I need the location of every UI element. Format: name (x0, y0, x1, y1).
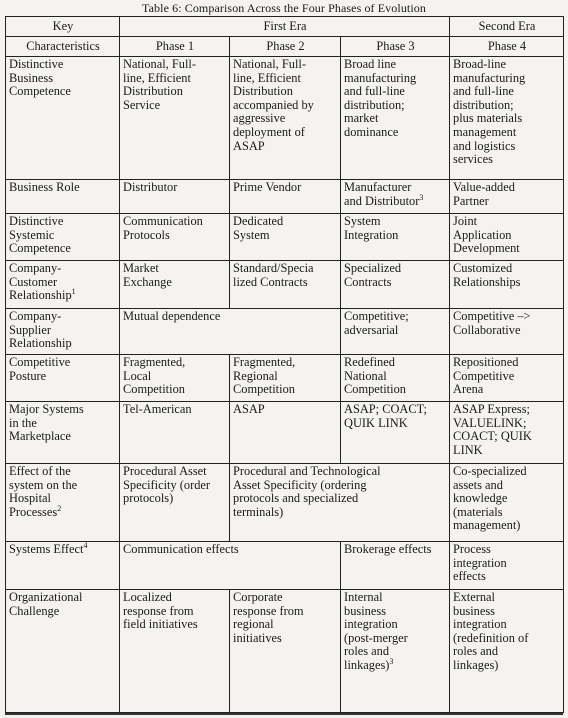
header-second-era: Second Era (450, 17, 564, 37)
header-characteristics: Characteristics (6, 37, 120, 57)
table-cell: ASAP; COACT; QUIK LINK (341, 402, 450, 464)
table-cell: Co-specialized assets and knowledge (materials management) (450, 464, 564, 542)
row-label: Business Role (6, 180, 120, 214)
table-row (6, 180, 564, 214)
table-cell: Specialized Contracts (341, 261, 450, 309)
table-cell: Procedural and Technological Asset Specificity (ordering protocols and specialized terminals) (230, 464, 450, 542)
header-phase-1: Phase 1 (120, 37, 230, 57)
header-phase-3: Phase 3 (341, 37, 450, 57)
row-label: Major Systems in the Marketplace (6, 402, 120, 464)
row-label (6, 542, 120, 590)
table-cell: Tel-American (120, 402, 230, 464)
table-cell: Repositioned Competitive Arena (450, 355, 564, 402)
table-row (6, 355, 564, 402)
cell-text: Effect of the system on the Hospital Processes (9, 464, 78, 519)
table-cell: Prime Vendor (230, 180, 341, 214)
table-cell: Redefined National Competition (341, 355, 450, 402)
table-caption: Table 6: Comparison Across the Four Phases of Evolution (142, 1, 426, 15)
table-cell: ASAP Express; VALUELINK; COACT; QUIK LINK (450, 402, 564, 464)
table-cell: National, Full- line, Efficient Distribution Service (120, 57, 230, 180)
table-cell: Brokerage effects (341, 542, 450, 590)
footnote-marker: 3 (419, 192, 424, 202)
row-label: Organizational Challenge (6, 590, 120, 713)
table-cell: Corporate response from regional initiatives (230, 590, 341, 713)
footnote-marker: 4 (83, 541, 88, 550)
comparison-table (5, 16, 564, 713)
table-cell: Value-added Partner (450, 180, 564, 214)
table-cell: Market Exchange (120, 261, 230, 309)
page-bottom-rule (5, 713, 563, 715)
footnote-marker: 2 (57, 503, 62, 513)
table-cell: Distributor (120, 180, 230, 214)
table-cell (341, 590, 450, 713)
header-phase-2: Phase 2 (230, 37, 341, 57)
table-cell: ASAP (230, 402, 341, 464)
table-cell: Competitive –> Collaborative (450, 309, 564, 355)
table-cell: Mutual dependence (120, 309, 341, 355)
table-row (6, 402, 564, 464)
table-cell: Fragmented, Local Competition (120, 355, 230, 402)
cell-text: Manufacturer and Distributor (344, 180, 420, 208)
footnote-marker: 3 (389, 656, 394, 666)
row-label: Company- Supplier Relationship (6, 309, 120, 355)
table-cell: Broad-line manufacturing and full-line distribution; plus materials management and logistics services (450, 57, 564, 180)
table-cell: Process integration effects (450, 542, 564, 590)
table-row (6, 57, 564, 180)
table-cell: Standard/Specia lized Contracts (230, 261, 341, 309)
table-row (6, 464, 564, 542)
row-label (6, 261, 120, 309)
table-cell: Fragmented, Regional Competition (230, 355, 341, 402)
table-cell: Competitive; adversarial (341, 309, 450, 355)
cell-text: Company- Customer Relationship (9, 261, 72, 303)
table-cell: Procedural Asset Specificity (order protocols) (120, 464, 230, 542)
row-label (6, 464, 120, 542)
header-phase-4: Phase 4 (450, 37, 564, 57)
table-row (6, 214, 564, 261)
table-cell: Communication effects (120, 542, 341, 590)
table-cell: Broad line manufacturing and full-line distribution; market dominance (341, 57, 450, 180)
table-cell: Localized response from field initiatives (120, 590, 230, 713)
header-first-era: First Era (120, 17, 450, 37)
table-cell (341, 180, 450, 214)
table-cell: System Integration (341, 214, 450, 261)
table-cell: Communication Protocols (120, 214, 230, 261)
table-row (6, 309, 564, 355)
header-key: Key (6, 17, 120, 37)
table-row (6, 261, 564, 309)
cell-text: Systems Effect (9, 542, 84, 556)
cell-text: Internal business integration (post-merger roles and linkages) (344, 590, 408, 672)
table-cell: External business integration (redefinition of roles and linkages) (450, 590, 564, 713)
table-cell: Customized Relationships (450, 261, 564, 309)
row-label: Distinctive Business Competence (6, 57, 120, 180)
table-cell: Dedicated System (230, 214, 341, 261)
row-label: Competitive Posture (6, 355, 120, 402)
footnote-marker: 1 (71, 287, 76, 297)
table-row (6, 590, 564, 713)
table-cell: Joint Application Development (450, 214, 564, 261)
row-label: Distinctive Systemic Competence (6, 214, 120, 261)
table-row (6, 542, 564, 590)
table-cell: National, Full- line, Efficient Distribution accompanied by aggressive deployment of ASAP (230, 57, 341, 180)
